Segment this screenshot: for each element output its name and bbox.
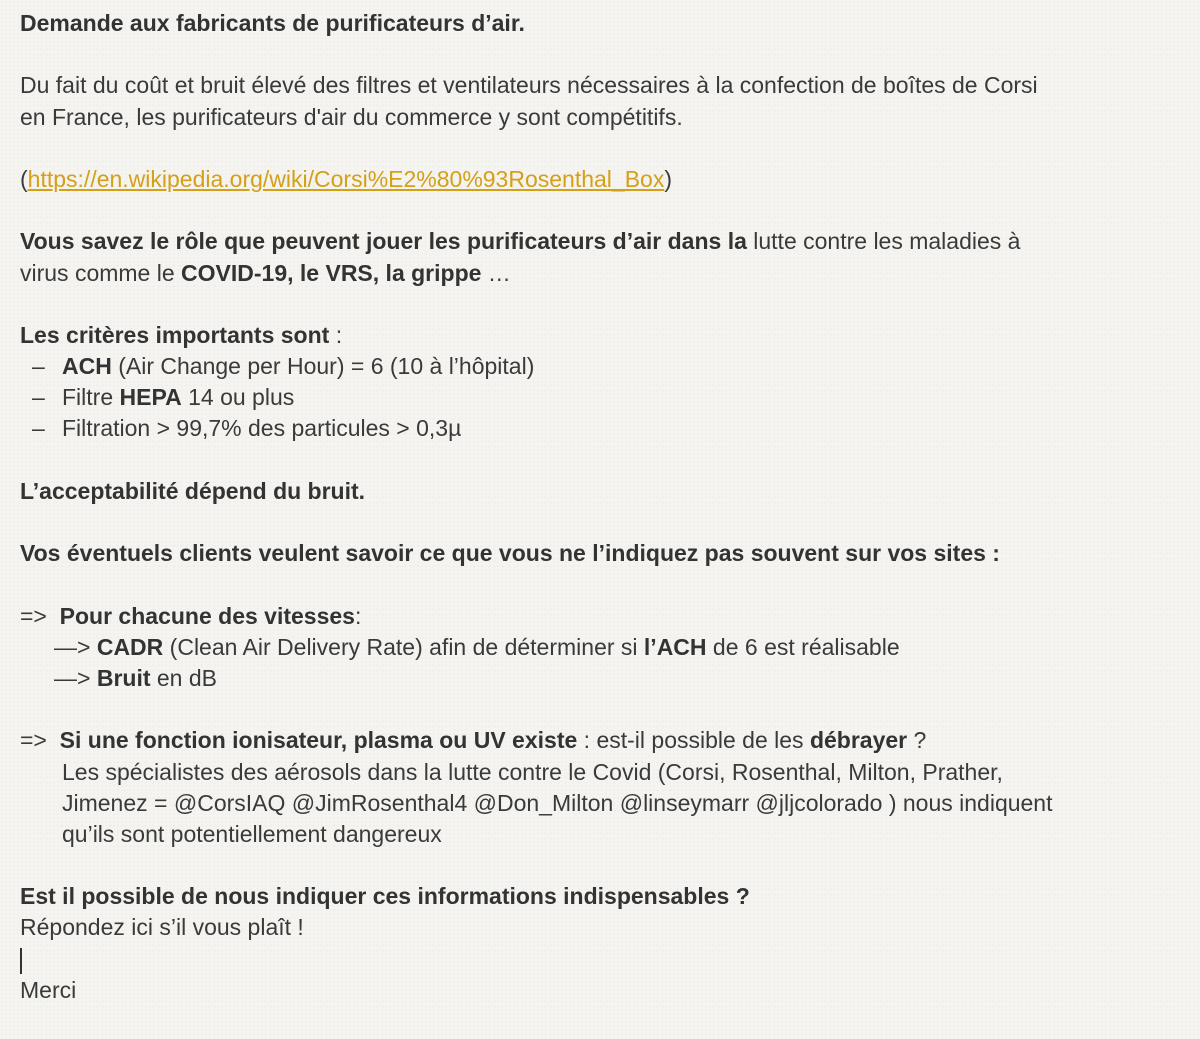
speeds-line: => Pour chacune des vitesses: bbox=[20, 602, 362, 629]
blank-line bbox=[20, 569, 1190, 600]
role-line-2: virus comme le COVID-19, le VRS, la grippe … bbox=[20, 259, 511, 286]
blank-line bbox=[20, 507, 1190, 538]
ionizer-line-1: => Si une fonction ionisateur, plasma ou UV existe : est-il possible de les débrayer ? bbox=[20, 727, 927, 754]
ionizer-line-2: Les spécialistes des aérosols dans la lutte contre le Covid (Corsi, Rosenthal, Milton, Prather, bbox=[62, 758, 1003, 785]
cursor-line[interactable] bbox=[20, 944, 1190, 975]
criteria-item-ach: – ACH (Air Change per Hour) = 6 (10 à l’hôpital) bbox=[32, 353, 535, 380]
ionizer-line-3: Jimenez = @CorsIAQ @JimRosenthal4 @Don_Milton @linseymarr @jljcolorado ) nous indiquent bbox=[62, 789, 1053, 816]
criteria-item-filtration: – Filtration > 99,7% des particules > 0,3µ bbox=[32, 415, 462, 442]
clients-line: Vos éventuels clients veulent savoir ce que vous ne l’indiquez pas souvent sur vos sites : bbox=[20, 540, 1000, 567]
thanks-line: Merci bbox=[20, 976, 77, 1003]
ionizer-line-4: qu’ils sont potentiellement dangereux bbox=[62, 820, 442, 847]
acceptability-line: L’acceptabilité dépend du bruit. bbox=[20, 477, 366, 504]
link-line: (https://en.wikipedia.org/wiki/Corsi%E2%80%93Rosenthal_Box) bbox=[20, 165, 673, 192]
blank-line bbox=[20, 850, 1190, 881]
blank-line bbox=[20, 195, 1190, 226]
intro-line-2: en France, les purificateurs d'air du commerce y sont compétitifs. bbox=[20, 103, 683, 130]
document-title: Demande aux fabricants de purificateurs d’air. bbox=[20, 10, 525, 36]
document-body[interactable] bbox=[20, 8, 1190, 1006]
intro-line-1: Du fait du coût et bruit élevé des filtres et ventilateurs nécessaires à la confection de boîtes de Corsi bbox=[20, 72, 1038, 99]
question-line: Est il possible de nous indiquer ces informations indispensables ? bbox=[20, 883, 750, 910]
blank-line bbox=[20, 133, 1190, 164]
blank-line bbox=[20, 39, 1190, 70]
criteria-item-hepa: – Filtre HEPA 14 ou plus bbox=[32, 384, 295, 411]
reply-line: Répondez ici s’il vous plaît ! bbox=[20, 914, 304, 941]
text-cursor bbox=[20, 948, 22, 974]
role-line-1: Vous savez le rôle que peuvent jouer les purificateurs d’air dans la lutte contre les maladies à bbox=[20, 228, 1021, 255]
wikipedia-link[interactable]: https://en.wikipedia.org/wiki/Corsi%E2%80%93Rosenthal_Box bbox=[27, 165, 665, 192]
criteria-heading: Les critères importants sont : bbox=[20, 321, 343, 348]
blank-line bbox=[20, 289, 1190, 320]
speeds-cadr-line: —> CADR (Clean Air Delivery Rate) afin de déterminer si l’ACH de 6 est réalisable bbox=[54, 633, 900, 660]
blank-line bbox=[20, 445, 1190, 476]
blank-line bbox=[20, 694, 1190, 725]
speeds-noise-line: —> Bruit en dB bbox=[54, 664, 217, 691]
